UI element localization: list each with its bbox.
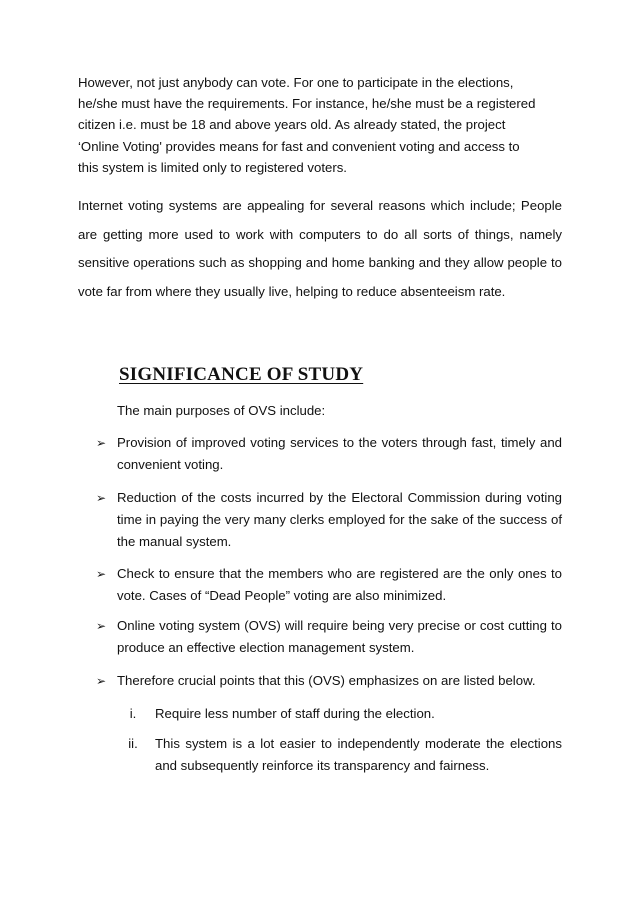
arrow-bullet-icon: ➢ — [96, 491, 107, 505]
bullet-text: Therefore crucial points that this (OVS) emphasizes on are listed below. — [117, 673, 536, 688]
arrow-bullet-icon: ➢ — [96, 674, 107, 688]
bullet-item — [96, 563, 562, 607]
subitem-number: i. — [129, 706, 137, 721]
bullet-text: Check to ensure that the members who are registered are the only ones to vote. Cases of “Dead People” voting are also minimized. — [117, 566, 562, 603]
section-heading: SIGNIFICANCE OF STUDY — [119, 364, 364, 385]
bullet-text: Provision of improved voting services to the voters through fast, timely and convenient voting. — [117, 435, 562, 472]
intro-line: he/she must have the requirements. For instance, he/she must be a registered — [78, 96, 536, 112]
numbered-subitem — [118, 733, 562, 777]
bullet-item — [96, 432, 562, 476]
bullet-text: Online voting system (OVS) will require being very precise or cost cutting to produce an effective election management system. — [117, 618, 562, 655]
intro-line: citizen i.e. must be 18 and above years old. As already stated, the project — [78, 117, 506, 133]
bullet-text: Reduction of the costs incurred by the Electoral Commission during voting time in paying the very many clerks employed for the sake of the success of the manual system. — [117, 490, 562, 549]
intro-line: ‘Online Voting' provides means for fast and convenient voting and access to — [78, 138, 520, 154]
intro-line: this system is limited only to registered voters. — [78, 159, 347, 175]
arrow-bullet-icon: ➢ — [96, 436, 107, 450]
arrow-bullet-icon: ➢ — [96, 567, 107, 581]
bullet-item — [96, 615, 562, 659]
intro-line: However, not just anybody can vote. For one to participate in the elections, — [78, 75, 514, 90]
internet-voting-paragraph: Internet voting systems are appealing for several reasons which include; People are getting more used to work with computers to do all sorts of things, namely sensitive operations such as shopping and home banking and they allow people to vote far from where they usually live, helping to reduce absenteeism rate. — [78, 198, 562, 299]
numbered-subitem — [118, 703, 562, 725]
section-intro: The main purposes of OVS include: — [117, 403, 326, 418]
subitem-text: Require less number of staff during the election. — [155, 706, 435, 721]
bullet-item — [96, 670, 562, 692]
subitem-number: ii. — [128, 736, 138, 751]
intro-paragraph — [78, 72, 563, 178]
arrow-bullet-icon: ➢ — [96, 619, 107, 633]
subitem-text: This system is a lot easier to independently moderate the elections and subsequently reinforce its transparency and fairness. — [155, 736, 562, 773]
bullet-item — [96, 487, 562, 553]
